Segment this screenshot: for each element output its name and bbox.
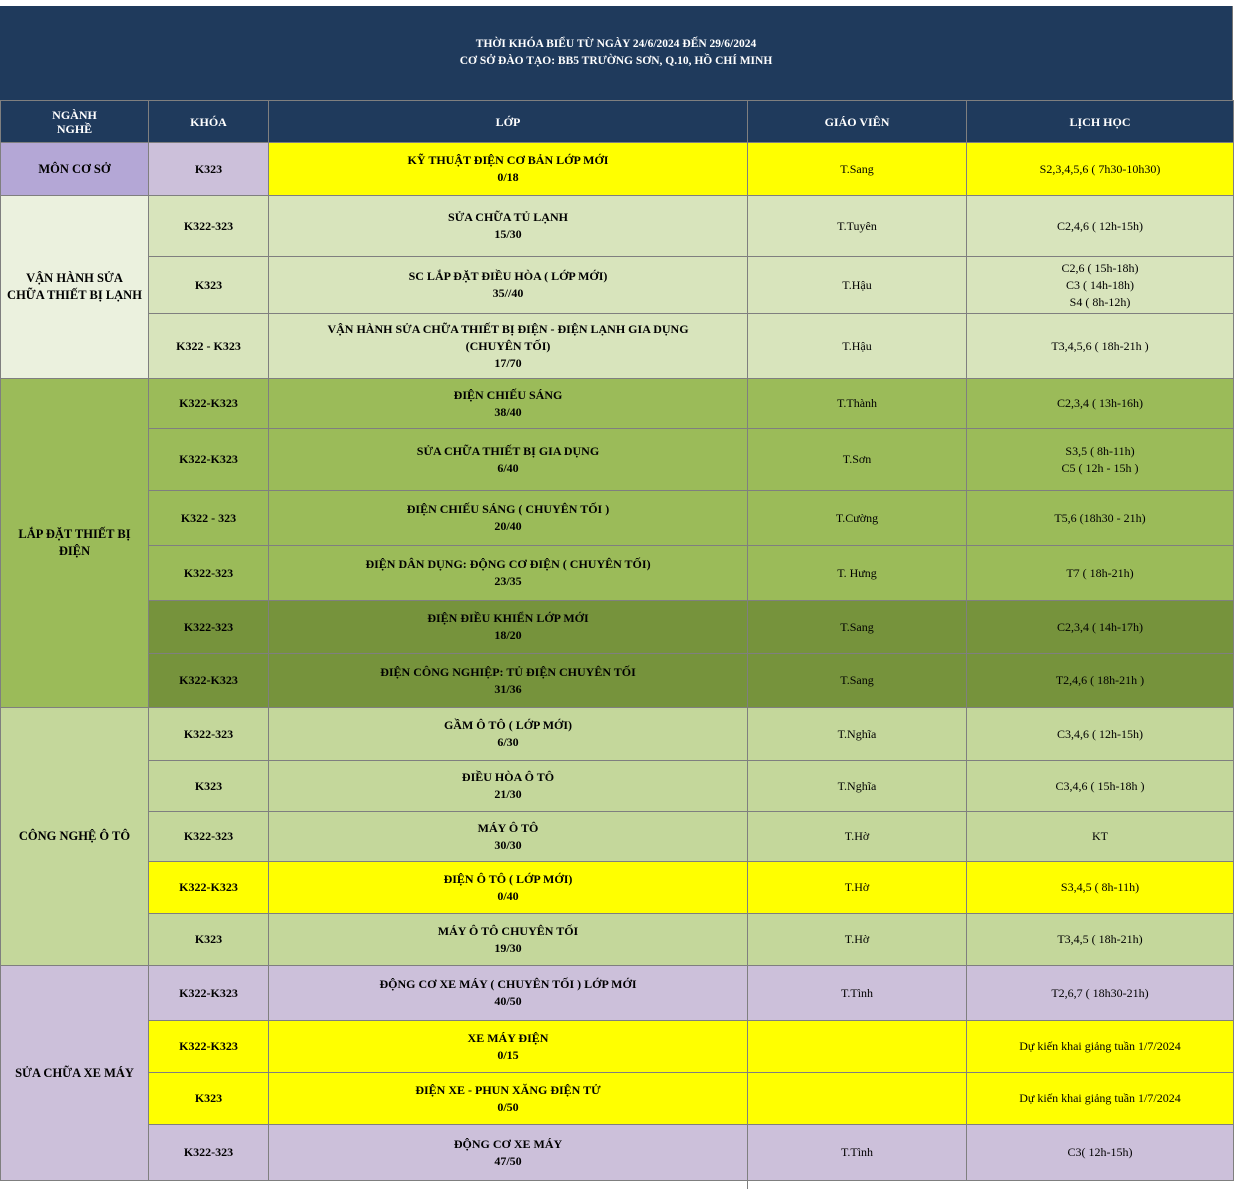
lop-name: SC LẮP ĐẶT ĐIỀU HÒA ( LỚP MỚI): [408, 269, 608, 283]
giao-vien-cell: T.Cường: [748, 491, 967, 546]
schedule-sheet: [0, 6, 1233, 1181]
lich-hoc-cell: [967, 429, 1234, 491]
lop-name: ĐIỆN Ô TÔ ( LỚP MỚI): [443, 871, 573, 886]
lop-cell: [269, 257, 748, 314]
lop-cell: [269, 379, 748, 429]
header-khoa: KHÓA: [149, 101, 269, 143]
lich-hoc-cell: [967, 491, 1234, 546]
nganh-nghe-label: CÔNG NGHỆ Ô TÔ: [18, 829, 131, 843]
lich-hoc-line: C2,3,4 ( 14h-17h): [1057, 619, 1143, 634]
nganh-nghe-cell: [1, 708, 149, 966]
giao-vien-cell: T.Hậu: [748, 314, 967, 379]
table-row: [1, 812, 1234, 862]
nganh-nghe-label: CHỮA THIẾT BỊ LẠNH: [7, 288, 142, 302]
lich-hoc-cell: [967, 379, 1234, 429]
khoa-cell: K322-323: [149, 1125, 269, 1181]
table-row: [1, 761, 1234, 812]
lich-hoc-line: C5 ( 12h - 15h ): [1061, 460, 1139, 475]
giao-vien-cell: T.Hờ: [748, 812, 967, 862]
table-row: [1, 1021, 1234, 1073]
lich-hoc-line: Dự kiến khai giảng tuần 1/7/2024: [1019, 1091, 1181, 1105]
giao-vien-cell: T.Hậu: [748, 257, 967, 314]
table-row: [1, 257, 1234, 314]
table-row: [1, 654, 1234, 708]
lich-hoc-cell: [967, 546, 1234, 601]
lich-hoc-line: S2,3,4,5,6 ( 7h30-10h30): [1039, 161, 1161, 176]
table-row: [1, 601, 1234, 654]
header-giao-vien: GIÁO VIÊN: [748, 101, 967, 143]
lich-hoc-line: C2,6 ( 15h-18h): [1061, 260, 1139, 275]
enrollment-count: 40/50: [494, 994, 522, 1008]
header-lop: LỚP: [269, 101, 748, 143]
nganh-nghe-label: MÔN CƠ SỞ: [38, 161, 111, 176]
lich-hoc-line: C2,4,6 ( 12h-15h): [1057, 218, 1143, 233]
lop-cell: [269, 1073, 748, 1125]
lop-cell: [269, 654, 748, 708]
lop-cell: [269, 601, 748, 654]
lich-hoc-line: S3,5 ( 8h-11h): [1065, 443, 1135, 458]
lop-cell: [269, 429, 748, 491]
table-row: [1, 379, 1234, 429]
enrollment-count: 6/40: [497, 460, 519, 475]
lop-cell: [269, 1125, 748, 1181]
lop-name: ĐIỆN CHIẾU SÁNG: [453, 387, 563, 402]
table-row: [1, 966, 1234, 1021]
enrollment-count: 31/36: [494, 681, 522, 696]
giao-vien-cell: [748, 1021, 967, 1073]
khoa-cell: K322-323: [149, 601, 269, 654]
lich-hoc-cell: [967, 862, 1234, 914]
title-line-2: CƠ SỞ ĐÀO TẠO: BB5 TRƯỜNG SƠN, Q.10, HỒ CHÍ MINH: [459, 55, 773, 67]
lich-hoc-line: KT: [1092, 829, 1108, 843]
lich-hoc-line: C3,4,6 ( 12h-15h): [1057, 726, 1143, 741]
nganh-nghe-label: VẬN HÀNH SỬA: [26, 271, 123, 285]
giao-vien-cell: T.Nghĩa: [748, 761, 967, 812]
giao-vien-cell: T.Hờ: [748, 862, 967, 914]
giao-vien-cell: T.Sang: [748, 601, 967, 654]
lich-hoc-cell: [967, 708, 1234, 761]
nganh-nghe-cell: [1, 143, 149, 196]
lich-hoc-line: Dự kiến khai giảng tuần 1/7/2024: [1019, 1039, 1181, 1053]
enrollment-count: 30/30: [494, 837, 522, 852]
enrollment-count: 35//40: [492, 286, 524, 300]
lop-cell: [269, 812, 748, 862]
nganh-nghe-label: ĐIỆN: [58, 544, 91, 558]
khoa-cell: K323: [149, 1073, 269, 1125]
lop-name: ĐIỆN ĐIỀU KHIỂN LỚP MỚI: [427, 611, 589, 625]
giao-vien-cell: T.Sang: [748, 654, 967, 708]
lich-hoc-cell: [967, 143, 1234, 196]
schedule-body: [1, 143, 1234, 1181]
table-row: [1, 546, 1234, 601]
lich-hoc-cell: [967, 914, 1234, 966]
lich-hoc-cell: [967, 654, 1234, 708]
header-lich-hoc: LỊCH HỌC: [967, 101, 1234, 143]
lich-hoc-cell: [967, 966, 1234, 1021]
lop-name: ĐIỆN CÔNG NGHIỆP: TỦ ĐIỆN CHUYÊN TỐI: [380, 664, 636, 679]
lop-cell: [269, 708, 748, 761]
table-row: [1, 491, 1234, 546]
table-row: [1, 708, 1234, 761]
lop-name: KỸ THUẬT ĐIỆN CƠ BẢN LỚP MỚI: [407, 153, 609, 167]
nganh-nghe-cell: [1, 966, 149, 1181]
khoa-cell: K322-K323: [149, 654, 269, 708]
lich-hoc-cell: [967, 601, 1234, 654]
khoa-cell: K322-K323: [149, 862, 269, 914]
lop-cell: [269, 314, 748, 379]
lop-cell: [269, 491, 748, 546]
khoa-cell: K322-K323: [149, 429, 269, 491]
lop-cell: [269, 914, 748, 966]
khoa-cell: K322-K323: [149, 379, 269, 429]
khoa-cell: K323: [149, 761, 269, 812]
lich-hoc-line: T2,6,7 ( 18h30-21h): [1051, 985, 1149, 1000]
enrollment-count: 20/40: [494, 519, 522, 533]
lop-cell: [269, 1021, 748, 1073]
lop-cell: [269, 196, 748, 257]
lich-hoc-line: T2,4,6 ( 18h-21h ): [1055, 673, 1145, 687]
khoa-cell: K322 - K323: [149, 314, 269, 379]
khoa-cell: K322-323: [149, 708, 269, 761]
header-row: [1, 101, 1234, 143]
nganh-nghe-label: LẮP ĐẶT THIẾT BỊ: [18, 527, 131, 541]
lop-name: ĐIỆN DÂN DỤNG: ĐỘNG CƠ ĐIỆN ( CHUYÊN TỐI): [365, 557, 651, 571]
lop-name: ĐIỀU HÒA Ô TÔ: [461, 770, 555, 784]
giao-vien-cell: T.Tuyên: [748, 196, 967, 257]
lop-cell: [269, 546, 748, 601]
lop-name: SỬA CHỮA THIẾT BỊ GIA DỤNG: [416, 443, 600, 458]
khoa-cell: K322-K323: [149, 1021, 269, 1073]
table-row: [1, 1073, 1234, 1125]
giao-vien-cell: T. Hưng: [748, 546, 967, 601]
schedule-table: [0, 100, 1234, 1181]
enrollment-count: 23/35: [494, 574, 522, 588]
lich-hoc-cell: [967, 1073, 1234, 1125]
lop-name: ĐỘNG CƠ XE MÁY ( CHUYÊN TỐI ) LỚP MỚI: [379, 977, 637, 991]
lich-hoc-cell: [967, 1125, 1234, 1181]
table-row: [1, 1125, 1234, 1181]
lich-hoc-line: T5,6 (18h30 - 21h): [1054, 510, 1146, 525]
enrollment-count: 21/30: [494, 787, 522, 801]
giao-vien-cell: T.Sơn: [748, 429, 967, 491]
lich-hoc-cell: [967, 761, 1234, 812]
lop-name: GẦM Ô TÔ ( LỚP MỚI): [443, 718, 573, 732]
divider: [747, 1181, 748, 1189]
lop-cell: [269, 862, 748, 914]
nganh-nghe-cell: [1, 196, 149, 379]
khoa-cell: K322-323: [149, 546, 269, 601]
khoa-cell: K323: [149, 914, 269, 966]
khoa-cell: K323: [149, 257, 269, 314]
title-line-1: THỜI KHÓA BIỂU TỪ NGÀY 24/6/2024 ĐẾN 29/6/2024: [475, 38, 757, 50]
lich-hoc-line: C3( 12h-15h): [1067, 1145, 1133, 1159]
lich-hoc-cell: [967, 257, 1234, 314]
lich-hoc-cell: [967, 1021, 1234, 1073]
nganh-nghe-label: SỬA CHỮA XE MÁY: [15, 1065, 134, 1080]
lop-cell: [269, 761, 748, 812]
lop-name: MÁY Ô TÔ CHUYÊN TỐI: [437, 923, 579, 938]
giao-vien-cell: T.Sang: [748, 143, 967, 196]
lich-hoc-line: C3 ( 14h-18h): [1066, 277, 1134, 292]
lich-hoc-line: C3,4,6 ( 15h-18h ): [1055, 778, 1145, 793]
lop-name: MÁY Ô TÔ: [477, 820, 539, 835]
giao-vien-cell: T.Tình: [748, 1125, 967, 1181]
khoa-cell: K322-323: [149, 812, 269, 862]
lich-hoc-line: S4 ( 8h-12h): [1069, 294, 1131, 309]
table-row: [1, 862, 1234, 914]
lop-name: ĐIỆN XE - PHUN XĂNG ĐIỆN TỬ: [415, 1082, 601, 1097]
lop-cell: [269, 143, 748, 196]
enrollment-count: 0/50: [497, 1099, 519, 1114]
giao-vien-cell: T.Nghĩa: [748, 708, 967, 761]
enrollment-count: 18/20: [494, 628, 522, 642]
header-nganh: NGÀNH NGHỀ: [1, 101, 149, 143]
giao-vien-cell: [748, 1073, 967, 1125]
lich-hoc-line: T7 ( 18h-21h): [1066, 565, 1134, 580]
title-bar: [0, 6, 1233, 100]
giao-vien-cell: T.Tình: [748, 966, 967, 1021]
table-row: [1, 143, 1234, 196]
giao-vien-cell: T.Hờ: [748, 914, 967, 966]
lop-name: VẬN HÀNH SỬA CHỮA THIẾT BỊ ĐIỆN - ĐIỆN LẠNH GIA DỤNG: [327, 321, 689, 336]
lop-name: SỬA CHỮA TỦ LẠNH: [448, 210, 568, 224]
khoa-cell: K323: [149, 143, 269, 196]
lich-hoc-line: C2,3,4 ( 13h-16h): [1057, 396, 1143, 410]
lop-name: XE MÁY ĐIỆN: [467, 1030, 549, 1045]
table-row: [1, 314, 1234, 379]
lich-hoc-line: S3,4,5 ( 8h-11h): [1060, 880, 1140, 894]
lop-cell: [269, 966, 748, 1021]
giao-vien-cell: T.Thành: [748, 379, 967, 429]
lich-hoc-cell: [967, 314, 1234, 379]
enrollment-count: 38/40: [494, 404, 522, 419]
khoa-cell: K322-323: [149, 196, 269, 257]
table-row: [1, 914, 1234, 966]
lop-name: ĐIỆN CHIẾU SÁNG ( CHUYÊN TỐI ): [406, 502, 610, 516]
khoa-cell: K322 - 323: [149, 491, 269, 546]
enrollment-count: 15/30: [494, 227, 522, 241]
nganh-nghe-cell: [1, 379, 149, 708]
enrollment-count: 0/18: [497, 170, 519, 184]
enrollment-count: 17/70: [494, 355, 522, 370]
enrollment-count: 0/15: [497, 1047, 519, 1062]
enrollment-count: 19/30: [494, 940, 522, 955]
lich-hoc-line: T3,4,5,6 ( 18h-21h ): [1051, 338, 1149, 353]
khoa-cell: K322-K323: [149, 966, 269, 1021]
lich-hoc-line: T3,4,5 ( 18h-21h): [1057, 932, 1143, 946]
enrollment-count: 6/30: [497, 735, 519, 749]
lop-name: ĐỘNG CƠ XE MÁY: [453, 1136, 563, 1151]
enrollment-count: 0/40: [497, 888, 519, 903]
lich-hoc-cell: [967, 196, 1234, 257]
lich-hoc-cell: [967, 812, 1234, 862]
enrollment-count: 47/50: [494, 1153, 522, 1168]
table-row: [1, 196, 1234, 257]
lop-name: (CHUYÊN TỐI): [465, 338, 551, 353]
table-row: [1, 429, 1234, 491]
